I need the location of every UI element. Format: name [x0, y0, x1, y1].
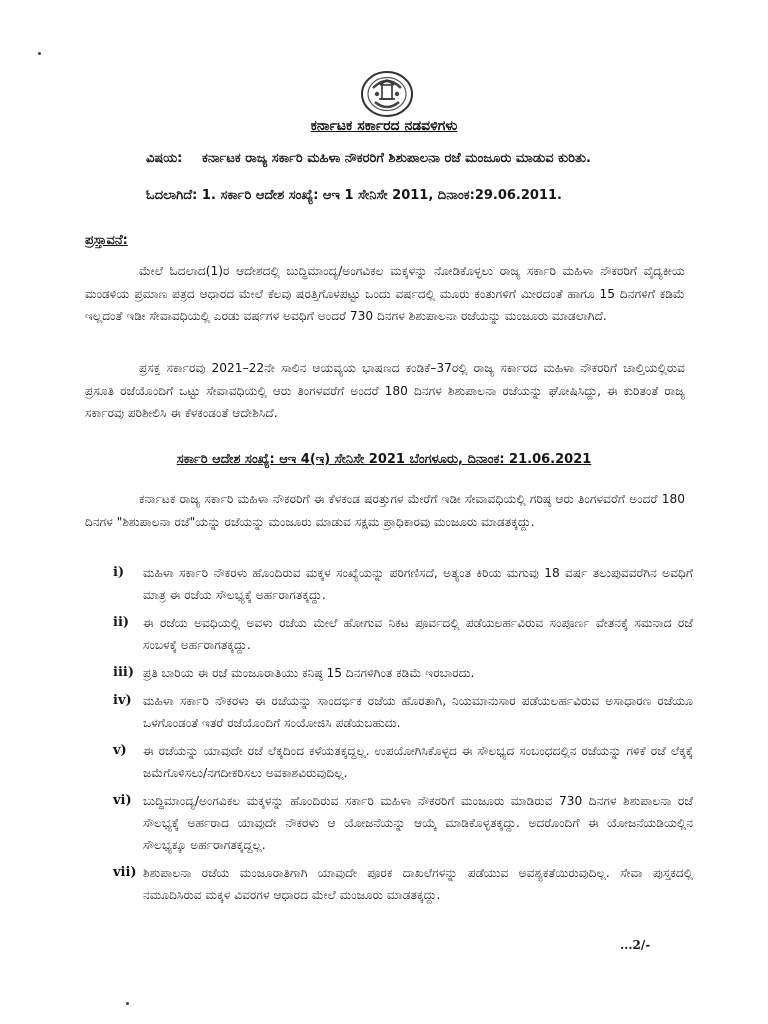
list-item-text: ಮಹಿಳಾ ಸರ್ಕಾರಿ ನೌಕರಳು ಹೊಂದಿರುವ ಮಕ್ಕಳ ಸಂಖ್ಯೆಯನ್ನು ಪರಿಗಣಿಸದೆ, ಅತ್ಯಂತ ಕಿರಿಯ ಮಗುವು 18 ವರ್ಷ ತಲುಪುವವರೆಗಿನ ಅವಧಿಗೆ ಮಾತ್ರ ಈ ರಜೆಯ ಸೌಲಭ್ಯಕ್ಕೆ ಅರ್ಹರಾಗತಕ್ಕದ್ದು. — [143, 566, 693, 602]
list-item — [113, 862, 693, 906]
list-item — [113, 662, 693, 684]
scan-speck — [38, 52, 41, 55]
order-heading: ಸರ್ಕಾರಿ ಆದೇಶ ಸಂಖ್ಯೆ: ಆಇ 4(ಇ) ಸೇನಿಸೇ 2021 ಬೆಂಗಳೂರು, ದಿನಾಂಕ: 21.06.2021 — [176, 452, 592, 467]
conditions-list — [113, 562, 693, 912]
order-intro: ಕರ್ನಾಟಕ ರಾಜ್ಯ ಸರ್ಕಾರಿ ಮಹಿಳಾ ನೌಕರರಿಗೆ ಈ ಕೆಳಕಂಡ ಷರತ್ತುಗಳ ಮೇರೆಗೆ ಇಡೀ ಸೇವಾವಧಿಯಲ್ಲಿ ಗರಿಷ್ಠ ಆರು ತಿಂಗಳವರೆಗೆ ಅಂದರೆ 180 ದಿನಗಳ "ಶಿಶುಪಾಲನಾ ರಜೆ"ಯನ್ನು ರಜೆಯನ್ನು ಮಂಜೂರು ಮಾಡುವ ಸಕ್ಷಮ ಪ್ರಾಧಿಕಾರವು ಮಂಜೂರು ಮಾಡತಕ್ಕದ್ದು. — [85, 492, 685, 529]
list-item-number: i) — [113, 565, 125, 580]
list-item — [113, 740, 693, 784]
list-item-text: ಈ ರಜೆಯನ್ನು ಯಾವುದೇ ರಜೆ ಲೆಕ್ಕದಿಂದ ಕಳೆಯತಕ್ಕದ್ದಲ್ಲ. ಉಪಯೋಗಿಸಿಕೊಳ್ಳದ ಈ ಸೌಲಭ್ಯದ ಸಂಬಂಧದಲ್ಲಿನ ರಜೆಯನ್ನು ಗಳಿಕೆ ರಜೆ ಲೆಕ್ಕಕ್ಕೆ ಜಮೆಗೊಳಿಸಲು/ನಗದೀಕರಿಸಲು ಅವಕಾಶವಿರುವುದಿಲ್ಲ. — [143, 744, 693, 780]
list-item-number: iii) — [113, 665, 134, 680]
list-item-number: vii) — [113, 865, 137, 880]
list-item — [113, 562, 693, 606]
preamble-heading: ಪ್ರಸ್ತಾವನೆ: — [85, 233, 128, 248]
list-item-text: ಮಹಿಳಾ ಸರ್ಕಾರಿ ನೌಕರಳು ಈ ರಜೆಯನ್ನು ಸಾಂದರ್ಭಿಕ ರಜೆಯ ಹೊರತಾಗಿ, ನಿಯಮಾನುಸಾರ ಪಡೆಯಲರ್ಹವಿರುವ ಅಸಾಧಾರಣ ರಜೆಯೂ ಒಳಗೊಂಡಂತೆ ಇತರೆ ರಜೆಯೊಂದಿಗೆ ಸಂಯೋಜಿಸಿ ಪಡೆಯಬಹುದು. — [143, 694, 693, 730]
list-item-text: ಈ ರಜೆಯ ಅವಧಿಯಲ್ಲಿ ಅವಳು ರಜೆಯ ಮೇಲೆ ಹೋಗುವ ನಿಕಟ ಪೂರ್ವದಲ್ಲಿ ಪಡೆಯಲರ್ಹವಿರುವ ಸಂಪೂರ್ಣ ವೇತನಕ್ಕೆ ಸಮನಾದ ರಜೆ ಸಂಬಳಕ್ಕೆ ಅರ್ಹರಾಗತಕ್ಕದ್ದು. — [143, 616, 693, 652]
list-item-number: iv) — [113, 693, 132, 708]
subject-label: ವಿಷಯ: — [146, 151, 183, 166]
preamble-paragraph-1: ಮೇಲೆ ಓದಲಾದ(1)ರ ಆದೇಶದಲ್ಲಿ ಬುದ್ಧಿಮಾಂದ್ಯ/ಅಂಗವಿಕಲ ಮಕ್ಕಳನ್ನು ನೋಡಿಕೊಳ್ಳಲು ರಾಜ್ಯ ಸರ್ಕಾರಿ ಮಹಿಳಾ ನೌಕರರಿಗೆ ವೈದ್ಯಕೀಯ ಮಂಡಳಿಯ ಪ್ರಮಾಣ ಪತ್ರದ ಆಧಾರದ ಮೇಲೆ ಕೆಲವು ಷರತ್ತಿಗೊಳಪಟ್ಟು ಒಂದು ವರ್ಷದಲ್ಲಿ ಮೂರು ಕಂತುಗಳಿಗೆ ಮೀರದಂತೆ ಹಾಗೂ 15 ದಿನಗಳಿಗೆ ಕಡಿಮೆ ಇಲ್ಲದಂತೆ ಇಡೀ ಸೇವಾವಧಿಯಲ್ಲಿ ಎರಡು ವರ್ಷಗಳ ಅವಧಿಗೆ ಅಂದರೆ 730 ದಿನಗಳ ಶಿಶುಪಾಲನಾ ರಜೆಯನ್ನು ಮಂಜೂರು ಮಾಡಲಾಗಿದೆ. — [85, 264, 685, 323]
list-item — [113, 612, 693, 656]
page-indicator: ...2/- — [620, 938, 651, 952]
document-title — [0, 118, 768, 134]
list-item-text: ಪ್ರತಿ ಬಾರಿಯ ಈ ರಜೆ ಮಂಜೂರಾತಿಯು ಕನಿಷ್ಠ 15 ದಿನಗಳಿಗಿಂತ ಕಡಿಮೆ ಇರಬಾರದು. — [143, 666, 475, 680]
list-item-number: ii) — [113, 615, 130, 630]
list-item — [113, 790, 693, 856]
list-item — [113, 690, 693, 734]
list-item-number: v) — [113, 743, 127, 758]
list-item-number: vi) — [113, 793, 132, 808]
government-emblem — [359, 70, 415, 118]
karnataka-seal-icon — [359, 70, 415, 118]
read-reference: ಓದಲಾಗಿದೆ: 1. ಸರ್ಕಾರಿ ಆದೇಶ ಸಂಖ್ಯೆ: ಆಇ 1 ಸೇನಿಸೇ 2011, ದಿನಾಂಕ:29.06.2011. — [146, 188, 562, 203]
scan-speck — [126, 1002, 129, 1005]
preamble-paragraph-2: ಪ್ರಸಕ್ತ ಸರ್ಕಾರವು 2021–22ನೇ ಸಾಲಿನ ಆಯವ್ಯಯ ಭಾಷಣದ ಕಂಡಿಕೆ–37ರಲ್ಲಿ ರಾಜ್ಯ ಸರ್ಕಾರದ ಮಹಿಳಾ ನೌಕರರಿಗೆ ಚಾಲ್ತಿಯಲ್ಲಿರುವ ಪ್ರಸೂತಿ ರಜೆಯೊಂದಿಗೆ ಒಟ್ಟು ಸೇವಾವಧಿಯಲ್ಲಿ ಆರು ತಿಂಗಳವರೆಗೆ ಅಂದರೆ 180 ದಿನಗಳ ಶಿಶುಪಾಲನಾ ರಜೆಯನ್ನು ಘೋಷಿಸಿದ್ದು, ಈ ಕುರಿತಂತೆ ರಾಜ್ಯ ಸರ್ಕಾರವು ಪರಿಶೀಲಿಸಿ ಈ ಕೆಳಕಂಡಂತೆ ಆದೇಶಿಸಿದೆ. — [85, 361, 685, 420]
list-item-text: ಶಿಶುಪಾಲನಾ ರಜೆಯ ಮಂಜೂರಾತಿಗಾಗಿ ಯಾವುದೇ ಪೂರಕ ದಾಖಲೆಗಳನ್ನು ಪಡೆಯುವ ಅವಶ್ಯಕತೆಯಿರುವುದಿಲ್ಲ. ಸೇವಾ ಪುಸ್ತಕದಲ್ಲಿ ನಮೂದಿಸಿರುವ ಮಕ್ಕಳ ವಿವರಗಳ ಆಧಾರದ ಮೇಲೆ ಮಂಜೂರು ಮಾಡತಕ್ಕದ್ದು. — [143, 866, 693, 902]
list-item-text: ಬುದ್ಧಿಮಾಂದ್ಯ/ಅಂಗವಿಕಲ ಮಕ್ಕಳನ್ನು ಹೊಂದಿರುವ ಸರ್ಕಾರಿ ಮಹಿಳಾ ನೌಕರರಿಗೆ ಮಂಜೂರು ಮಾಡಿರುವ 730 ದಿನಗಳ ಶಿಶುಪಾಲನಾ ರಜೆ ಸೌಲಭ್ಯಕ್ಕೆ ಅರ್ಹರಾದ ಯಾವುದೇ ನೌಕರಳು ಆ ಯೋಜನೆಯನ್ನು ಆಯ್ಕೆ ಮಾಡಿಕೊಳ್ಳತಕ್ಕದ್ದು. ಅದರೊಂದಿಗೆ ಈ ಯೋಜನೆಯಡಿಯಲ್ಲಿನ ಸೌಲಭ್ಯಕ್ಕೂ ಅರ್ಹರಾಗತಕ್ಕದ್ದಲ್ಲ. — [143, 794, 693, 852]
document-title-text: ಕರ್ನಾಟಕ ಸರ್ಕಾರದ ನಡವಳಿಗಳು — [310, 118, 458, 134]
subject-text: ಕರ್ನಾಟಕ ರಾಜ್ಯ ಸರ್ಕಾರಿ ಮಹಿಳಾ ನೌಕರರಿಗೆ ಶಿಶುಪಾಲನಾ ರಜೆ ಮಂಜೂರು ಮಾಡುವ ಕುರಿತು. — [202, 151, 591, 166]
